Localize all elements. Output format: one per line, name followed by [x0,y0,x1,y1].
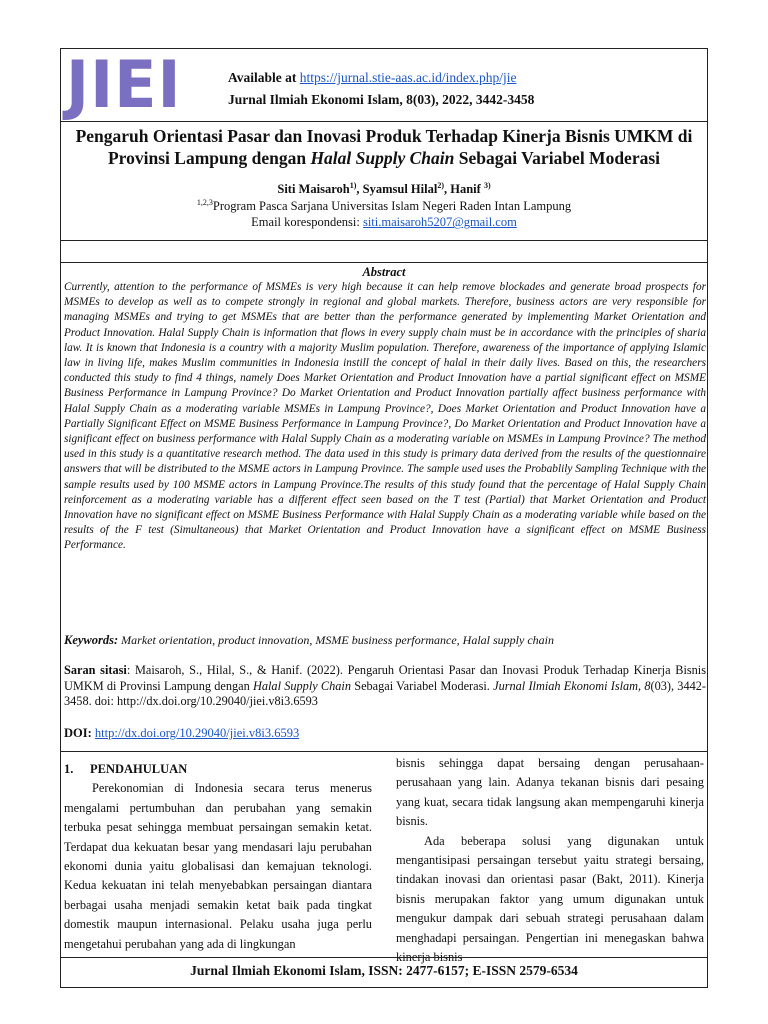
author-3: , Hanif [444,182,484,197]
citation-text-c: (03), 3442-3458. doi: http://dx.doi.org/10.29040/jiei.v8i3.6593 [64,678,706,708]
divider-body [61,751,707,752]
abstract-text: Currently, attention to the performance of MSMEs is very high because it can help remove blockades and generate broad prospects for MSMEs to develop as well as to compete strongly in regional and global markets. Therefore, business actors are very responsible for managing MSMEs and trying to get MSMEs that are better than the performance generated by implementing Market Orientation and Product Innovation. Halal Supply Chain is information that flows in every supply chain must be in accordance with the principles of sharia law. It is known that Indonesia is a country with a majority Muslim population. Therefore, awareness of the importance of applying Islamic law in living life, makes Muslim communities in Indonesia instill the concept of halal in their daily lives. Based on this, the researchers conducted this study to find 4 things, namely Does Market Orientation and Product Innovation have a partial significant effect on MSME Business Performance in Lampung Province? Do Market Orientation and Product Innovation partially affect business performance with Halal Supply Chain as a moderating variable MSMEs in Lampung Province?, Does Market Orientation and Product Innovation have a Partially Significant Effect on MSME Business Performance in Lampung Province?, Do Market Orientation and Product Innovation have a significant effect on business performance with Halal Supply Chain as a moderating variable on MSMEs in Lampung Province? The method used in this study is a quantitative research method. The data used in this study is primary data derived from the results of the questionnaire answers that will be distributed to the MSME actors in Lampung Province. The sample used uses the Probablily Sampling Technique with the sample results used by 100 MSME actors in Lampung Province.The results of this study found that the percentage of Halal Supply Chain reinforcement as a moderating variable has a different effect seen based on the T test (Partial) that Market Orientation and Product Innovation have no significant effect on MSME Business Performance with Halal Supply Chain as a moderating variable while based on the results of the F test (Simultaneous) that Market Orientation and Product Innovation have a significant effect on MSME Business Performance. [64,281,706,552]
keywords-label: Keywords: [64,633,119,647]
section-title: PENDAHULUAN [90,762,188,776]
body-column-left [64,760,372,954]
left-paragraph: Perekonomian di Indonesia secara terus menerus mengalami pertumbuhan dan perubahan yang semakin terbuka pesat sehingga membuat persaingan semakin ketat. Terdapat dua kekuatan besar yang mendasari laju perubahan ekonomi dunia yaitu globalisasi dan kemajuan teknologi. Kedua kekuatan ini telah menyebabkan persaingan diantara berbagai usaha menjadi semakin ketat baik pada tingkat domestik maupun internasional. Pelaku usaha juga perlu mengetahui perubahan yang ada di lingkungan [64,781,372,951]
affiliation-text: Program Pasca Sarjana Universitas Islam Negeri Raden Intan Lampung [212,199,572,214]
title-line-2-italic: Halal Supply Chain [310,148,455,168]
doi-label: DOI: [64,726,95,740]
logo-text: JIEI [66,46,182,123]
citation-text-a: : Maisaroh, S., Hilal, S., & Hanif. (2022). Pengaruh Orientasi Pasar dan Inovasi Produk Terhadap Kinerja Bisnis UMKM di Provinsi Lampung dengan [64,663,706,693]
citation [64,663,706,710]
affiliation-sup: 1,2,3 [196,198,213,208]
divider-top [61,240,707,241]
journal-info: Jurnal Ilmiah Ekonomi Islam, 8(03), 2022, 3442-3458 [228,92,535,107]
author-1-sup: 1) [349,181,357,190]
available-line [228,70,516,86]
journal-logo [66,46,204,123]
keywords [64,633,706,648]
email-link[interactable]: siti.maisaroh5207@gmail.com [362,215,517,230]
citation-journal: Jurnal Ilmiah Ekonomi Islam, 8 [493,678,651,693]
available-label: Available at [228,70,300,85]
title-line-2-pre: Provinsi Lampung dengan [107,148,311,168]
footer-rule [61,957,707,958]
author-3-sup: 3) [483,181,491,190]
section-heading [64,760,372,779]
email-label: Email korespondensi: [251,215,363,230]
right-paragraph-2: Ada beberapa solusi yang digunakan untuk mengantisipasi persaingan tersebut yaitu strategi bersaing, tindakan inovasi dan orientasi pasar (Bakt, 2011). Kinerja bisnis merupakan faktor yang umum digunakan untuk mengukur dampak dari sebuah strategi perusahaan dalam menghadapi persaingan. Pengertian ini menegaskan bahwa kinerja bisnis [396,833,704,965]
divider-abstract [61,262,707,263]
affiliation [61,198,707,214]
citation-text-italic: Halal Supply Chain [252,678,351,693]
citation-label: Saran sitasi [64,663,127,677]
doi-link[interactable]: http://dx.doi.org/10.29040/jiei.v8i3.6593 [94,726,300,740]
title-block [61,125,707,230]
body-column-right [396,754,704,967]
footer: Jurnal Ilmiah Ekonomi Islam, ISSN: 2477-6157; E-ISSN 2579-6534 [190,963,578,978]
keywords-text: Market orientation, product innovation, MSME business performance, Halal supply chain [118,633,555,647]
author-2: , Syamsul Hilal [356,182,438,197]
email-line [61,215,707,230]
right-paragraph-1: bisnis sehingga dapat bersaing dengan perusahaan-perusahaan yang lain. Adanya tekanan bisnis dari pesaing yang kuat, secara tidak langsung akan mempengaruhi kinerja bisnis. [396,756,704,829]
author-2-sup: 2) [437,181,444,190]
article-title [61,125,707,169]
citation-text-b: Sebagai Variabel Moderasi. [351,678,494,693]
abstract-heading: Abstract [362,265,406,279]
authors [61,181,707,197]
title-line-1: Pengaruh Orientasi Pasar dan Inovasi Produk Terhadap Kinerja Bisnis UMKM di [75,126,693,146]
doi-line [64,726,299,741]
title-line-2-post: Sebagai Variabel Moderasi [454,148,661,168]
author-1: Siti Maisaroh [277,182,350,197]
journal-url-link[interactable]: https://jurnal.stie-aas.ac.id/index.php/jie [299,70,517,85]
section-number: 1. [64,762,74,776]
